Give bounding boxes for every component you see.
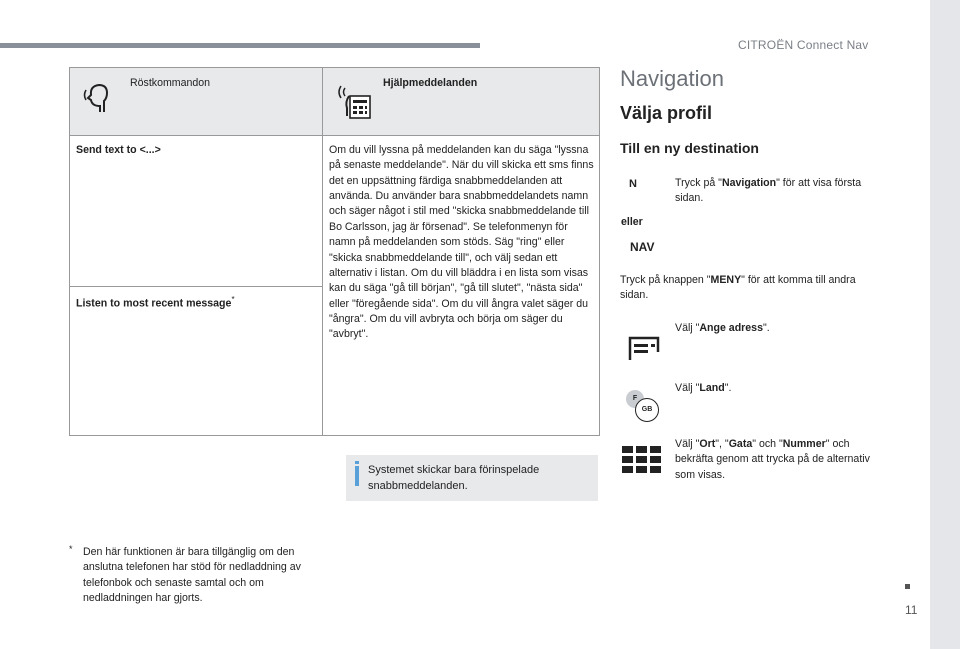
voice-command-table xyxy=(69,67,600,436)
step4-text-bold: Land xyxy=(699,382,725,394)
flag-gb: GB xyxy=(635,398,659,422)
command-cell xyxy=(70,136,323,287)
nav-button-icon: NAV xyxy=(630,240,655,254)
step3-text-bold: Ange adress xyxy=(699,322,763,334)
header-label-commands: Röstkommandon xyxy=(130,77,211,89)
step2-text-a: Tryck på knappen " xyxy=(620,274,711,286)
step-address xyxy=(675,321,865,336)
flag-f: F xyxy=(626,390,644,408)
step5-nummer: Nummer xyxy=(782,438,826,450)
step3-text-b: ". xyxy=(762,322,770,334)
info-note xyxy=(346,455,598,501)
address-entry-icon xyxy=(624,330,662,362)
topic-title: Till en ny destination xyxy=(620,140,759,156)
step1-text-b: " för att visa första sidan. xyxy=(675,177,862,205)
step2-text-b: " för att komma till andra sidan. xyxy=(620,274,856,302)
step-navigation xyxy=(675,176,865,207)
info-note-text: Systemet skickar bara förinspelade snabbmeddelanden. xyxy=(368,464,540,492)
brand-label: CITROËN Connect Nav xyxy=(738,38,869,52)
eller-label: eller xyxy=(621,216,643,228)
command-listen-recent: Listen to most recent message xyxy=(76,297,232,310)
footnote-star: * xyxy=(69,544,73,554)
footnote-text: Den här funktionen är bara tillgänglig om den anslutna telefonen har stöd för nedladdning av telefonbok och senaste samtal och om nedladdningen har gjorts. xyxy=(83,546,301,605)
table-header-row xyxy=(70,68,600,136)
step1-text-a: Tryck på " xyxy=(675,177,722,189)
header-label-help: Hjälpmeddelanden xyxy=(383,77,478,89)
step5-c: ", " xyxy=(715,438,729,450)
table-row xyxy=(70,136,600,287)
page-number: 11 xyxy=(905,603,918,617)
command-cell xyxy=(70,287,323,436)
country-flags-icon xyxy=(626,390,660,420)
keyboard-grid-icon xyxy=(622,446,662,474)
step-country xyxy=(675,381,865,396)
step4-text-b: ". xyxy=(724,382,732,394)
step3-text-a: Välj " xyxy=(675,322,700,334)
step-menu xyxy=(620,273,870,304)
footnote-mark: * xyxy=(231,295,235,304)
speaking-head-icon xyxy=(82,82,118,116)
header-help-messages xyxy=(323,68,600,136)
step4-text-a: Välj " xyxy=(675,382,700,394)
help-text: Om du vill lyssna på meddelanden kan du säga "lyssna på senaste meddelande". När du vill skicka ett sms finns det en uppsättning färdiga snabbmeddelanden att använda. Du använder bara snabbmeddelandets namn och säger något i stil med "skicka snabbmeddelande till Bo Carlsson, jag är försenad". Se telefonmenyn för namn på meddelanden som stöds. Säg "ring" eller "skicka snabbmeddelande till", och välj sedan ett alternativ i listan. Om du vill bläddra i en lista som visas kan du säga "gå till början", "gå till slutet", "nästa sida" eller "föregående sida". Om du vill ångra valet säger du "ångra". Om du vill avbryta och börja om säger du "avbryt". xyxy=(329,144,594,341)
step5-gata: Gata xyxy=(728,438,753,450)
header-rule xyxy=(0,43,480,48)
n-button-icon: N xyxy=(629,178,637,190)
help-text-cell xyxy=(323,136,600,436)
step2-text-bold: MENY xyxy=(710,274,742,286)
speaking-head-help-icon xyxy=(335,82,375,122)
step5-g: " och bekräfta genom att trycka på de alternativ som visas. xyxy=(675,438,870,481)
step1-text-bold: Navigation xyxy=(721,177,777,189)
page-edge-strip xyxy=(930,0,960,649)
step-city-street xyxy=(675,437,875,483)
step5-ort: Ort xyxy=(699,438,716,450)
info-icon xyxy=(355,466,359,486)
step5-e: " och " xyxy=(752,438,783,450)
header-voice-commands xyxy=(70,68,323,136)
page-marker xyxy=(905,584,910,589)
footnote xyxy=(69,545,334,606)
command-send-text: Send text to <...> xyxy=(76,144,161,156)
section-title: Navigation xyxy=(620,66,724,91)
subsection-title: Välja profil xyxy=(620,103,713,123)
step5-a: Välj " xyxy=(675,438,700,450)
